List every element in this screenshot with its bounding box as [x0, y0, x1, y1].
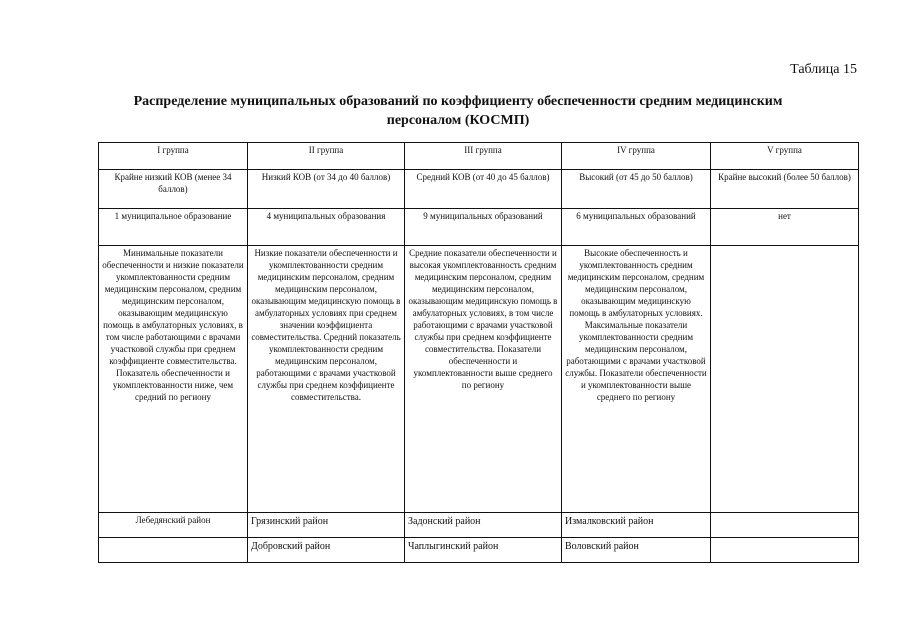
district-cell: Задонский район	[405, 513, 562, 538]
municipality-count-cell: 1 муниципальное образование	[99, 209, 248, 246]
score-range-cell: Низкий КОВ (от 34 до 40 баллов)	[248, 170, 405, 209]
district-cell: Добровский район	[248, 538, 405, 563]
district-cell	[711, 513, 859, 538]
description-cell: Средние показатели обеспеченности и высокая укомплектованность средним медицинским персоналом, средним медицинским персоналом, оказывающим медицинскую помощь в амбулаторных условиях, в том числе работающими с врачами участковой службы при среднем коэффициенте совместительства. Показатели обеспеченности и укомплектованности выше среднего по региону	[405, 246, 562, 513]
score-range-cell: Крайне низкий КОВ (менее 34 баллов)	[99, 170, 248, 209]
municipality-count-row	[99, 209, 859, 246]
municipality-count-cell: 6 муниципальных образований	[562, 209, 711, 246]
score-range-cell: Крайне высокий (более 50 баллов)	[711, 170, 859, 209]
district-row	[99, 513, 859, 538]
document-title: Распределение муниципальных образований по коэффициенту обеспеченности средним медицинским персоналом (КОСМП)	[133, 94, 783, 128]
description-cell	[711, 246, 859, 513]
district-cell: Грязинский район	[248, 513, 405, 538]
description-cell: Низкие показатели обеспеченности и укомплектованности средним медицинским персоналом, средним медицинским персоналом, оказывающим медицинскую помощь в амбулаторных условиях при среднем значении коэффициента совместительства. Средний показатель укомплектованности средним медицинским персоналом, работающими с врачами участковой службы при среднем коэффициенте совместительства.	[248, 246, 405, 513]
district-cell: Измалковский район	[562, 513, 711, 538]
description-cell: Высокие обеспеченность и укомплектованность средним медицинским персоналом, средним медицинским персоналом, оказывающим медицинскую помощь в амбулаторных условиях. Максимальные показатели укомплектованности средним медицинским персоналом, работающими с врачами участковой службы. Показатели обеспеченности и укомплектованности выше среднего по региону	[562, 246, 711, 513]
district-cell: Лебедянский район	[99, 513, 248, 538]
municipality-count-cell: нет	[711, 209, 859, 246]
description-cell: Минимальные показатели обеспеченности и низкие показатели укомплектованности средним медицинским персоналом, средним медицинским персоналом, оказывающим медицинскую помощь в амбулаторных условиях, в том числе работающими с врачами участковой службы при среднем коэффициенте совместительства. Показатель обеспеченности и укомплектованности ниже, чем средний по региону	[99, 246, 248, 513]
score-range-row	[99, 170, 859, 209]
municipality-count-cell: 4 муниципальных образования	[248, 209, 405, 246]
group-name-cell: V группа	[711, 143, 859, 170]
group-name-cell: III группа	[405, 143, 562, 170]
score-range-cell: Высокий (от 45 до 50 баллов)	[562, 170, 711, 209]
group-name-cell: IV группа	[562, 143, 711, 170]
group-name-cell: I группа	[99, 143, 248, 170]
district-cell	[711, 538, 859, 563]
district-cell	[99, 538, 248, 563]
score-range-cell: Средний КОВ (от 40 до 45 баллов)	[405, 170, 562, 209]
municipality-count-cell: 9 муниципальных образований	[405, 209, 562, 246]
table-number: Таблица 15	[790, 62, 857, 77]
district-cell: Чаплыгинский район	[405, 538, 562, 563]
district-row	[99, 538, 859, 563]
group-name-cell: II группа	[248, 143, 405, 170]
group-name-row	[99, 143, 859, 170]
groups-table	[98, 142, 859, 563]
description-row	[99, 246, 859, 513]
district-cell: Воловский район	[562, 538, 711, 563]
